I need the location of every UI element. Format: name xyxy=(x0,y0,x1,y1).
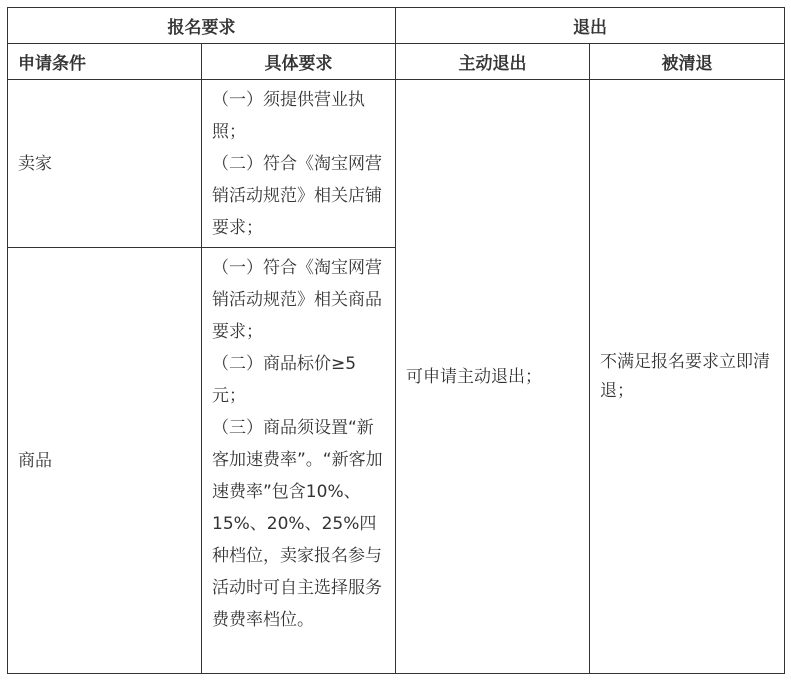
cleared-column-header: 被清退 xyxy=(590,44,785,80)
requirements-column-header: 具体要求 xyxy=(202,44,396,80)
activity-rules-table xyxy=(7,7,785,674)
group-header-row xyxy=(8,8,785,44)
cleared-cell: 不满足报名要求立即清退； xyxy=(590,80,785,674)
seller-requirement-1: （一）须提供营业执照； xyxy=(212,90,365,142)
exit-header: 退出 xyxy=(396,8,785,44)
product-requirements-cell xyxy=(202,248,396,674)
product-requirement-2: （二）商品标价≥5元； xyxy=(212,354,357,406)
signup-requirements-header: 报名要求 xyxy=(8,8,396,44)
product-requirement-1: （一）符合《淘宝网营销活动规范》相关商品要求； xyxy=(212,258,382,342)
voluntary-exit-cell: 可申请主动退出； xyxy=(396,80,590,674)
voluntary-exit-column-header: 主动退出 xyxy=(396,44,590,80)
seller-requirement-2: （二）符合《淘宝网营销活动规范》相关店铺要求； xyxy=(212,154,382,238)
seller-row xyxy=(8,80,785,248)
seller-requirements-cell xyxy=(202,80,396,248)
product-condition-cell: 商品 xyxy=(8,248,202,674)
product-requirement-3: （三）商品须设置“新客加速费率”。“新客加速费率”包含10%、15%、20%、25%四种档位，卖家报名参与活动时可自主选择服务费费率档位。 xyxy=(212,418,383,630)
seller-condition-cell: 卖家 xyxy=(8,80,202,248)
column-header-row xyxy=(8,44,785,80)
condition-column-header: 申请条件 xyxy=(8,44,202,80)
